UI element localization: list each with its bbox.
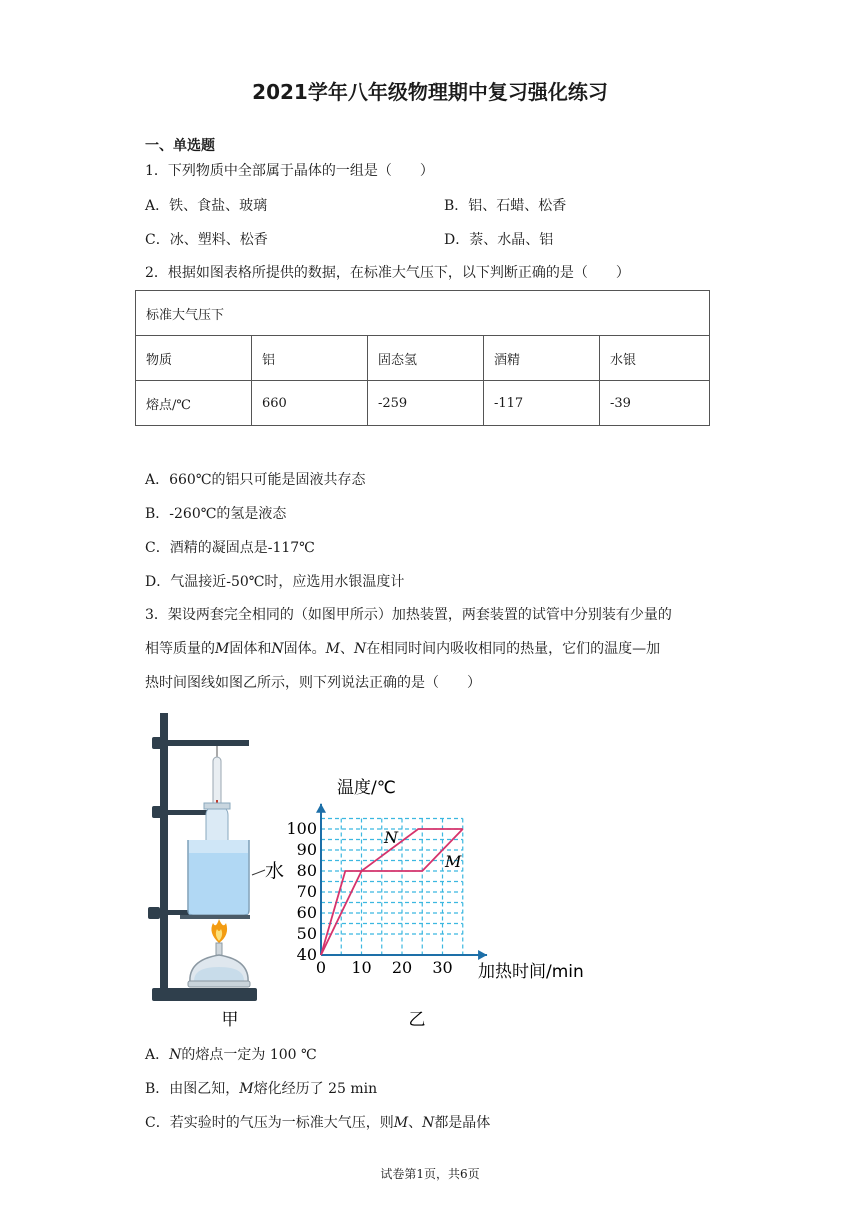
q3-stem [145,598,715,700]
y-tick-label: 50 [296,924,317,943]
y-tick-label: 70 [296,882,317,901]
table-cell: 水银 [600,336,710,381]
q1-option-d: D．萘、水晶、铝 [444,232,554,248]
q3-option-c: C．若实验时的气压为一标准大气压，则M、N都是晶体 [145,1115,491,1131]
table-cell: 熔点/℃ [136,381,252,426]
x-axis-label: 加热时间/min [478,962,584,982]
table-header-row [136,336,710,381]
y-tick-label: 90 [296,840,317,859]
x-tick-label: 10 [351,958,372,977]
page-footer: 试卷第1页，共6页 [380,1167,480,1181]
x-ticks [316,958,453,977]
q3-figure [140,705,610,1035]
q3-line-2: 相等质量的M固体和N固体。M、N在相同时间内吸收相同的热量，它们的温度—加 [145,641,661,657]
section-heading: 一、单选题 [145,138,215,154]
x-tick-label: 20 [391,958,413,977]
q2-option-b: B．-260℃的氢是液态 [145,506,287,522]
table-cell: 酒精 [484,336,600,381]
q3-option-a: A．N的熔点一定为 100 ℃ [145,1047,317,1063]
q2-option-c: C．酒精的凝固点是-117℃ [145,540,315,556]
q2-option-a: A．660℃的铝只可能是固液共存态 [145,472,366,488]
melting-point-table [135,290,710,426]
table-row [136,381,710,426]
q1-option-a: A．铁、食盐、玻璃 [145,198,268,214]
water-label: 水 [265,860,285,882]
x-tick-label: 0 [315,958,327,977]
table-cell: 铝 [252,336,368,381]
q1-option-c: C．冰、塑料、松香 [145,232,268,248]
series-label-m: M [445,852,462,871]
x-axis-arrow [478,950,487,960]
table-caption: 标准大气压下 [136,291,710,336]
table-cell: 物质 [136,336,252,381]
q3-option-b: B．由图乙知，M熔化经历了 25 min [145,1081,378,1097]
q1-option-b: B．铝、石蜡、松香 [444,198,567,214]
stand-rod [160,713,168,995]
q3-line-1: 3．架设两套完全相同的（如图甲所示）加热装置，两套装置的试管中分别装有少量的 [145,607,672,623]
table-cell: -259 [368,381,484,426]
page-title: 2021学年八年级物理期中复习强化练习 [252,80,608,104]
heating-apparatus [148,713,265,1001]
q1-stem: 1．下列物质中全部属于晶体的一组是（ ） [145,163,434,179]
y-tick-label: 80 [296,861,317,880]
y-axis-arrow [316,804,326,813]
y-tick-label: 40 [296,945,317,964]
y-tick-label: 60 [296,903,317,922]
wire-gauze [180,915,250,919]
table-cell: -39 [600,381,710,426]
table-cell: 660 [252,381,368,426]
table-cell: -117 [484,381,600,426]
y-axis-label: 温度/℃ [337,778,396,798]
upper-clamp-arm [154,740,249,746]
y-tick-label: 100 [286,819,317,838]
table-caption-row [136,291,710,336]
q2-option-d: D．气温接近-50℃时，应选用水银温度计 [145,574,405,590]
series-label-n: N [384,828,398,847]
x-tick-label: 30 [432,958,453,977]
q2-stem: 2．根据如图表格所提供的数据，在标准大气压下，以下判断正确的是（ ） [145,265,630,281]
caption-yi: 乙 [408,1010,426,1030]
table-cell: 固态氢 [368,336,484,381]
caption-jia: 甲 [221,1010,239,1030]
q3-line-3: 热时间图线如图乙所示，则下列说法正确的是（ ） [145,675,481,691]
y-ticks [286,819,317,964]
